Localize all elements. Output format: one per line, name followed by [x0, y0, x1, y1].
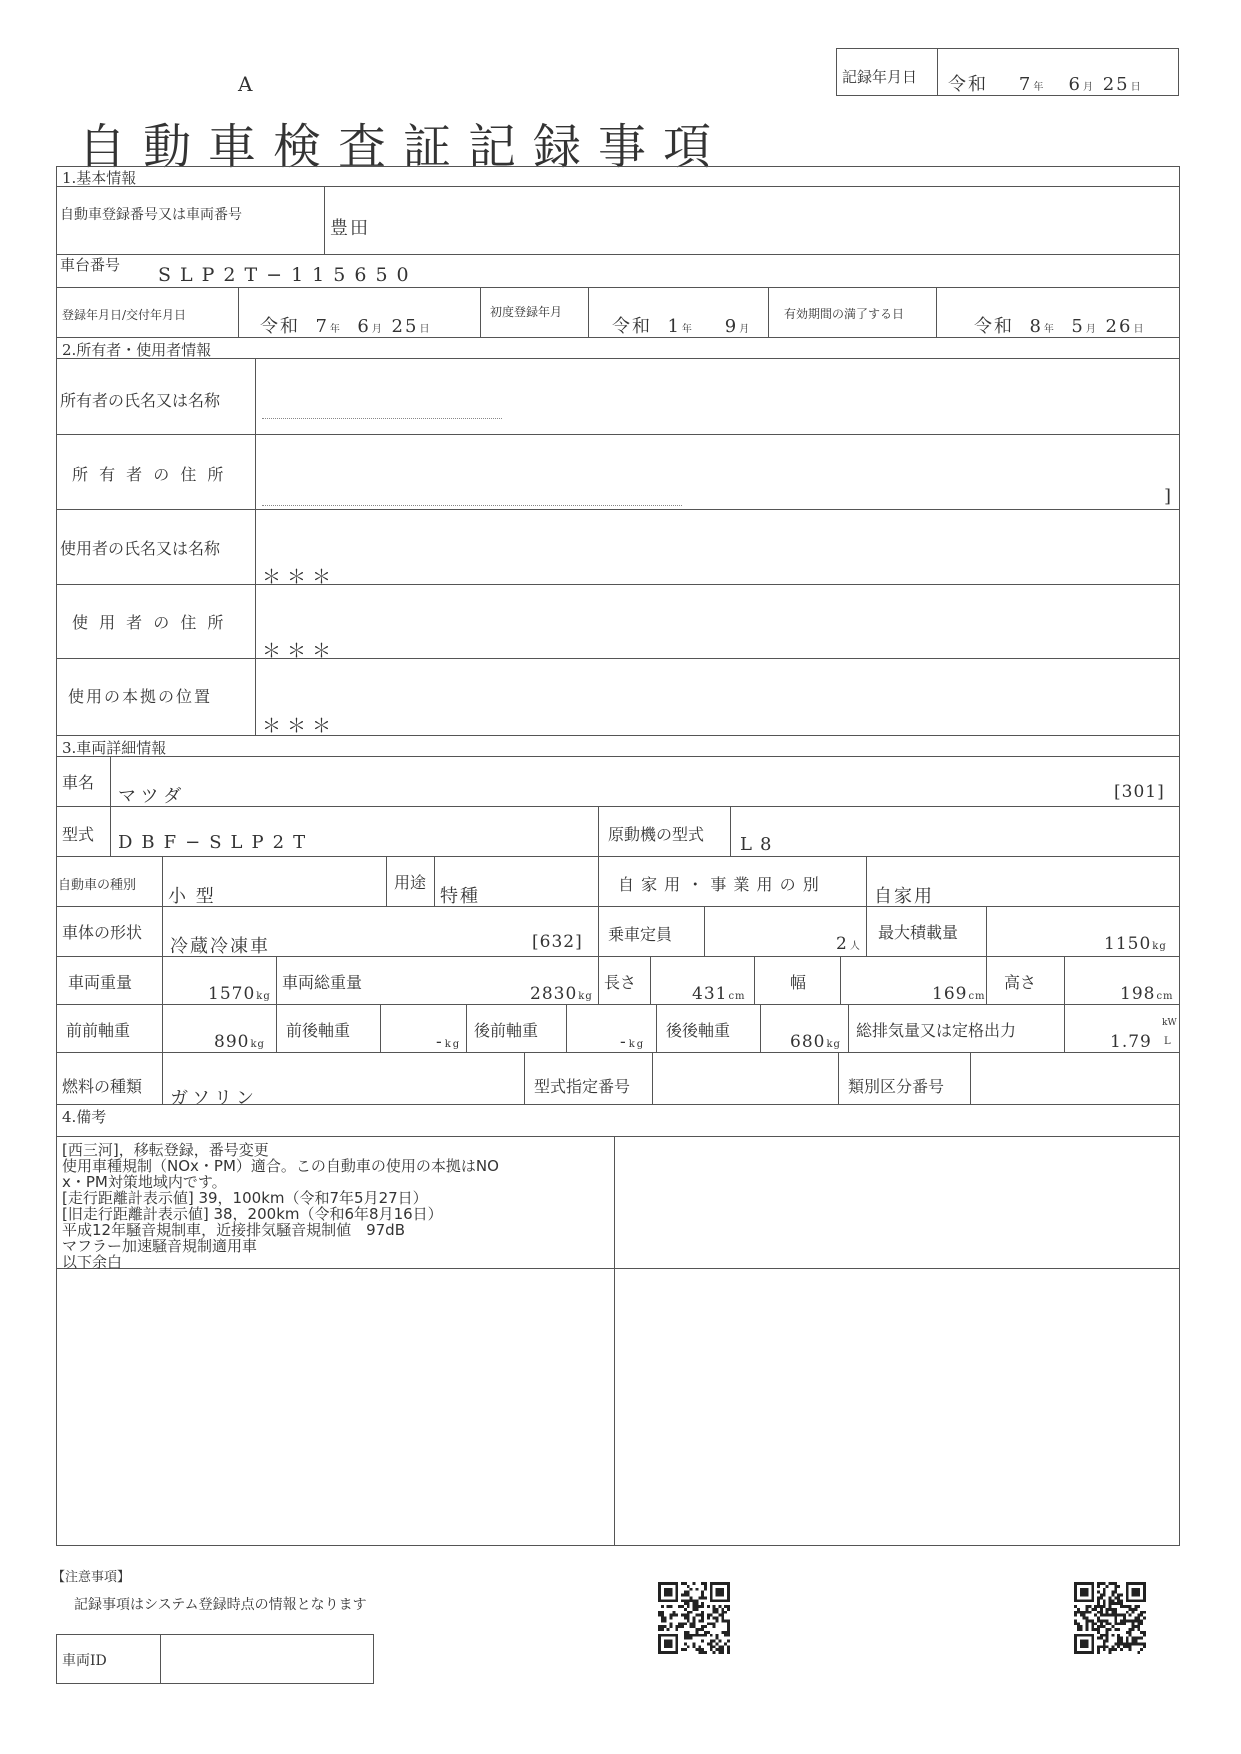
base-location-label: 使用の本拠の位置	[68, 687, 213, 706]
record-date-label: 記録年月日	[842, 68, 918, 86]
user-name-value: ＊＊＊	[262, 566, 338, 588]
rear-front-axle-label: 後前軸重	[474, 1021, 539, 1040]
kind-value: 小 型	[168, 886, 216, 907]
max-load-value: 1150kg	[1104, 934, 1167, 954]
rear-rear-axle-value: 680kg	[790, 1032, 841, 1052]
width-value: 169cm	[932, 984, 986, 1004]
model-label: 型式	[62, 825, 95, 844]
owner-name-label: 所有者の氏名又は名称	[60, 391, 221, 410]
vehicle-name-label: 車名	[62, 773, 95, 792]
width-label: 幅	[790, 973, 807, 992]
capacity-label: 乗車定員	[608, 925, 673, 944]
vehicle-name-value: マツダ	[118, 786, 187, 807]
height-label: 高さ	[1004, 973, 1037, 992]
gross-weight-value: 2830kg	[530, 984, 593, 1004]
qr-code-2	[1074, 1582, 1146, 1654]
use-label: 用途	[394, 873, 427, 892]
expiry-value: 令和 8年 5月 26日	[974, 316, 1146, 337]
engine-label: 原動機の型式	[608, 825, 705, 844]
section-remarks: 4.備考	[62, 1108, 107, 1126]
vehicle-name-code: [301]	[1114, 782, 1165, 802]
class-number-label: 類別区分番号	[848, 1077, 945, 1096]
gross-weight-label: 車両総重量	[282, 973, 363, 992]
displacement-value: 1.79	[1110, 1032, 1152, 1052]
max-load-label: 最大積載量	[878, 923, 959, 942]
reg-date-value: 令和 7年 6月 25日	[260, 316, 432, 337]
use-value: 特種	[440, 886, 480, 907]
first-reg-value: 令和 1年 9月	[612, 316, 752, 337]
owner-address-redacted	[262, 505, 682, 508]
private-label: 自 家 用 ・ 事 業 用 の 別	[618, 875, 820, 894]
caution-title: 【注意事項】	[52, 1570, 131, 1585]
weight-label: 車両重量	[68, 973, 133, 992]
private-value: 自家用	[874, 886, 934, 907]
reg-number-value: 豊田	[330, 218, 370, 239]
qr-code-1	[658, 1582, 730, 1654]
section-vehicle-details: 3.車両詳細情報	[62, 739, 167, 757]
fuel-label: 燃料の種類	[62, 1077, 143, 1096]
front-rear-axle-label: 前後軸重	[286, 1021, 351, 1040]
body-shape-value: 冷蔵冷凍車	[170, 936, 270, 957]
reg-date-label: 登録年月日/交付年月日	[62, 308, 187, 322]
displacement-label: 総排気量又は定格出力	[856, 1021, 1017, 1040]
body-shape-label: 車体の形状	[62, 923, 143, 942]
front-front-axle-value: 890kg	[214, 1032, 265, 1052]
displacement-unit-l: L	[1164, 1036, 1171, 1047]
reg-number-label: 自動車登録番号又は車両番号	[60, 207, 242, 223]
owner-name-redacted	[262, 418, 502, 421]
engine-value: L8	[740, 834, 780, 855]
base-location-value: ＊＊＊	[262, 715, 338, 737]
kind-label: 自動車の種別	[58, 878, 137, 893]
remarks-text: [西三河]，移転登録，番号変更 使用車種規制（NOx・PM）適合。この自動車の使用の本拠はNO x・PM対策地域内です。 [走行距離計表示値] 39，100km（令和7年5月27日） [旧走行距離計表示値] 38，200km（令和6年8月16日） 平成12年騒音規制車，近接排気騒音規制値 97dB マフラー加速騒音規制適用車 以下余白	[62, 1141, 499, 1271]
model-value: DBF−SLP2T	[118, 832, 315, 853]
section-basic-info: 1.基本情報	[62, 169, 137, 187]
displacement-unit-kw: kW	[1162, 1018, 1177, 1028]
length-value: 431cm	[692, 984, 746, 1004]
user-address-label: 使 用 者 の 住 所	[72, 613, 227, 632]
capacity-value: 2人	[836, 934, 862, 954]
page-title: 自動車検査証記録事項	[78, 119, 729, 175]
front-front-axle-label: 前前軸重	[66, 1021, 131, 1040]
body-shape-code: [632]	[532, 932, 583, 952]
weight-value: 1570kg	[208, 984, 271, 1004]
chassis-value: SLP2T−115650	[158, 264, 418, 286]
record-date-value: 令和 7年 6月 25日	[948, 74, 1143, 95]
front-rear-axle-value: -kg	[436, 1032, 462, 1052]
caution-text: 記録事項はシステム登録時点の情報となります	[74, 1597, 367, 1613]
first-reg-label: 初度登録年月	[490, 305, 563, 319]
type-designation-label: 型式指定番号	[534, 1077, 631, 1096]
section-owner-info: 2.所有者・使用者情報	[62, 341, 212, 359]
chassis-label: 車台番号	[60, 256, 121, 274]
owner-address-label: 所 有 者 の 住 所	[72, 465, 227, 484]
length-label: 長さ	[604, 973, 637, 992]
fuel-value: ガソリン	[170, 1088, 258, 1109]
height-value: 198cm	[1120, 984, 1174, 1004]
user-address-value: ＊＊＊	[262, 640, 338, 662]
vehicle-id-label: 車両ID	[62, 1653, 107, 1669]
user-name-label: 使用者の氏名又は名称	[60, 539, 221, 558]
rear-front-axle-value: -kg	[620, 1032, 646, 1052]
expiry-label: 有効期間の満了する日	[784, 307, 905, 321]
form-letter: A	[238, 72, 253, 96]
rear-rear-axle-label: 後後軸重	[666, 1021, 731, 1040]
